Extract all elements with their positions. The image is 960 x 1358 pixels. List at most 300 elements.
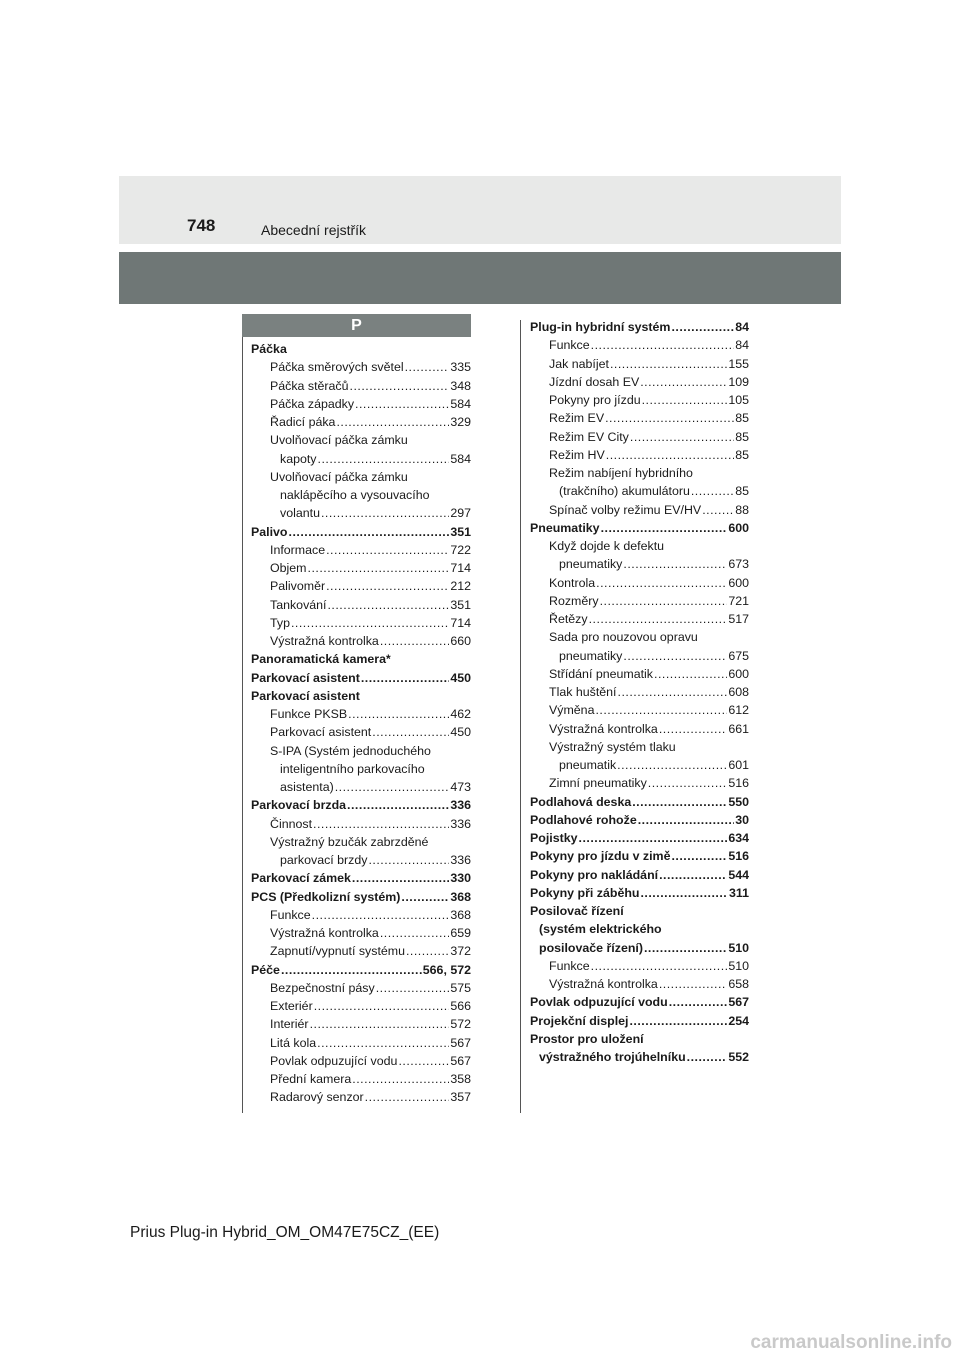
index-entry-term: Podlahová deska	[530, 794, 632, 809]
dot-leader	[376, 979, 450, 997]
index-entry-term: Zimní pneumatiky	[549, 776, 647, 791]
index-entry-page: 572	[450, 1017, 471, 1032]
index-entry-page: 109	[728, 374, 749, 389]
index-entry	[530, 355, 749, 373]
index-entry	[251, 997, 471, 1015]
index-entry-term: (systém elektrického	[539, 922, 662, 937]
index-entry-page: 450	[450, 725, 471, 740]
index-entry	[251, 833, 471, 851]
index-entry-term: Režim nabíjení hybridního	[549, 466, 693, 480]
index-entry	[251, 358, 471, 376]
index-entry-term: Uvolňovací páčka zámku	[270, 433, 408, 448]
index-entry-page: 608	[728, 685, 749, 699]
dot-leader	[326, 577, 449, 595]
index-entry	[251, 796, 471, 814]
index-entry-term: parkovací brzdy	[280, 853, 368, 867]
index-entry	[530, 939, 749, 957]
index-entry-term: inteligentního parkovacího	[280, 761, 425, 776]
index-entry-term: Páčka západky	[270, 396, 355, 411]
dot-leader	[640, 884, 728, 902]
dot-leader	[648, 774, 728, 792]
index-left-column	[251, 340, 471, 1107]
index-entry-term: posilovače řízení)	[539, 940, 643, 955]
index-entry	[251, 742, 471, 760]
index-entry-page: 567	[450, 1035, 471, 1050]
header-band	[119, 176, 841, 244]
index-entry-term: kapoty	[280, 451, 317, 466]
index-entry	[251, 340, 471, 358]
index-entry	[251, 851, 471, 869]
index-entry-term: (trakčního) akumulátoru	[559, 484, 690, 499]
index-entry-page: 329	[450, 415, 471, 429]
index-entry	[251, 669, 471, 687]
index-entry-page: 600	[728, 666, 749, 681]
index-entry-term: pneumatiky	[559, 648, 623, 663]
index-entry-term: Jak nabíjet	[549, 356, 609, 371]
dot-leader	[398, 1052, 449, 1070]
index-entry	[530, 920, 749, 938]
index-entry-page: 297	[450, 506, 471, 521]
index-entry-page: 658	[728, 977, 749, 991]
index-entry-page: 552	[728, 1050, 749, 1064]
index-entry-term: Prostor pro uložení	[530, 1031, 644, 1046]
index-entry	[251, 1052, 471, 1070]
index-entry-term: Střídání pneumatik	[549, 666, 654, 681]
index-entry-term: Funkce PKSB	[270, 707, 348, 721]
index-entry-term: Funkce	[549, 338, 590, 353]
index-entry-page: 368	[450, 889, 471, 904]
index-entry	[251, 450, 471, 468]
index-entry	[251, 1088, 471, 1106]
index-entry-term: volantu	[280, 506, 320, 521]
index-entry	[530, 1048, 749, 1066]
index-entry-page: 336	[450, 853, 471, 867]
index-entry-page: 30	[735, 812, 749, 827]
index-entry	[530, 446, 749, 464]
index-entry	[530, 720, 749, 738]
index-entry	[251, 961, 471, 979]
index-entry	[251, 906, 471, 924]
index-entry	[251, 942, 471, 960]
index-entry-term: Typ	[270, 615, 290, 630]
dot-leader	[317, 1034, 449, 1052]
index-entry-page: 550	[728, 794, 749, 809]
index-entry-page: 330	[450, 871, 471, 886]
index-letter-heading: P	[242, 314, 471, 337]
index-entry-page: 85	[735, 447, 749, 462]
dot-leader	[605, 409, 734, 427]
index-entry-term: Výstražná kontrolka	[549, 977, 658, 991]
index-entry-term: S-IPA (Systém jednoduchého	[270, 743, 431, 758]
index-entry	[530, 464, 749, 482]
index-entry-term: Informace	[270, 542, 326, 557]
index-entry	[251, 596, 471, 614]
dot-leader	[702, 501, 734, 519]
index-entry	[530, 884, 749, 902]
dot-leader	[630, 428, 734, 446]
index-entry	[530, 847, 749, 865]
index-entry	[251, 377, 471, 395]
index-entry	[530, 793, 749, 811]
index-entry-page: 575	[450, 980, 471, 995]
index-entry-term: pneumatiky	[559, 557, 623, 572]
index-entry	[530, 373, 749, 391]
index-entry	[530, 592, 749, 610]
index-entry	[251, 541, 471, 559]
index-entry-term: Řadicí páka	[270, 415, 336, 429]
index-entry-page: 84	[735, 338, 749, 353]
index-entry	[530, 1012, 749, 1030]
index-entry-term: Péče	[251, 962, 280, 977]
index-entry-term: Výstražný systém tlaku	[549, 739, 676, 754]
index-entry-term: Podlahové rohože	[530, 812, 637, 827]
dot-leader	[669, 993, 728, 1011]
index-entry-page: 714	[450, 561, 471, 575]
watermark: carmanualsonline.info	[750, 1332, 952, 1353]
dot-leader	[659, 975, 728, 993]
dot-leader	[589, 610, 728, 628]
index-entry	[251, 815, 471, 833]
index-entry	[251, 1070, 471, 1088]
dot-leader	[629, 1012, 727, 1030]
index-entry	[530, 647, 749, 665]
index-entry-term: Exteriér	[270, 999, 313, 1013]
index-entry-term: Když dojde k defektu	[549, 539, 665, 553]
index-entry-page: 584	[450, 396, 471, 411]
index-entry-page: 85	[735, 484, 749, 499]
dot-leader	[289, 523, 450, 541]
index-entry-term: Pokyny pro jízdu	[549, 393, 641, 407]
index-entry-term: pneumatik	[559, 758, 617, 772]
index-entry-page: 722	[450, 542, 471, 557]
index-entry-page: 335	[450, 360, 471, 375]
index-entry	[251, 431, 471, 449]
index-entry	[251, 888, 471, 906]
dot-leader	[348, 705, 449, 723]
index-entry-term: Parkovací zámek	[251, 871, 351, 886]
index-entry-term: Palivo	[251, 524, 288, 539]
dot-leader	[606, 446, 734, 464]
index-entry-page: 311	[729, 885, 749, 900]
dot-leader	[671, 847, 727, 865]
index-entry-term: Povlak odpuzující vodu	[530, 995, 668, 1010]
index-entry-term: Pokyny pro jízdu v zimě	[530, 849, 671, 864]
index-entry	[530, 482, 749, 500]
dot-leader	[372, 723, 449, 741]
index-entry-term: Bezpečnostní pásy	[270, 980, 375, 995]
dot-leader	[591, 336, 735, 354]
index-entry-term: Litá kola	[270, 1035, 317, 1050]
index-entry-page: 348	[450, 378, 471, 393]
index-entry-term: Plug-in hybridní systém	[530, 320, 671, 334]
index-entry-page: 675	[728, 648, 749, 663]
dot-leader	[687, 1048, 728, 1066]
index-entry-page: 254	[728, 1013, 749, 1028]
index-entry-term: Kontrola	[549, 575, 596, 590]
index-entry-term: Uvolňovací páčka zámku	[270, 469, 408, 484]
dot-leader	[595, 701, 727, 719]
index-entry-page: 544	[728, 867, 749, 882]
index-entry-term: Spínač volby režimu EV/HV	[549, 502, 702, 517]
index-entry	[530, 738, 749, 756]
index-entry-page: 510	[728, 958, 749, 973]
dot-leader	[318, 450, 450, 468]
index-entry-term: Páčka směrových světel	[270, 360, 404, 375]
index-entry-term: asistenta)	[280, 780, 334, 794]
index-entry-page: 336	[450, 798, 471, 813]
index-entry	[530, 555, 749, 573]
index-entry-term: Výstražná kontrolka	[549, 721, 658, 736]
index-entry	[251, 687, 471, 705]
index-entry-page: 351	[450, 597, 471, 612]
index-entry	[530, 774, 749, 792]
dot-leader	[347, 796, 449, 814]
index-entry	[530, 866, 749, 884]
index-entry-term: Rozměry	[549, 593, 599, 608]
index-entry	[251, 869, 471, 887]
index-entry	[251, 632, 471, 650]
index-entry	[251, 723, 471, 741]
dot-leader	[380, 632, 450, 650]
dot-leader	[352, 869, 449, 887]
index-entry: Panoramatická kamera *	[251, 650, 471, 668]
dot-leader	[617, 756, 727, 774]
index-entry-term: Výstražná kontrolka	[270, 634, 379, 648]
index-entry-term: Výměna	[549, 703, 595, 718]
index-entry	[530, 336, 749, 354]
index-entry-term: Řetězy	[549, 612, 588, 626]
dot-leader	[355, 395, 449, 413]
index-entry-page: 673	[728, 557, 749, 572]
dot-leader	[365, 1088, 450, 1106]
index-entry-page: 368	[450, 907, 471, 922]
dot-leader	[352, 1070, 449, 1088]
index-entry-term: Pneumatiky	[530, 520, 600, 535]
index-entry-term: Funkce	[549, 958, 590, 973]
index-entry-term: Pokyny při záběhu	[530, 885, 640, 900]
index-entry-term: Sada pro nouzovou opravu	[549, 630, 698, 645]
index-entry-term: Činnost	[270, 816, 313, 831]
index-entry	[530, 610, 749, 628]
dot-leader	[618, 683, 728, 701]
dot-leader	[308, 559, 450, 577]
index-entry-page: 566	[450, 999, 471, 1013]
index-entry-term: Výstražný bzučák zabrzděné	[270, 834, 429, 849]
dot-leader	[591, 957, 728, 975]
dot-leader	[335, 778, 450, 796]
index-entry-term: Interiér	[270, 1017, 309, 1032]
index-entry-term: Parkovací asistent	[251, 688, 360, 703]
dot-leader	[671, 318, 734, 336]
index-entry-page: 372	[450, 944, 471, 959]
index-entry	[251, 924, 471, 942]
index-entry	[530, 993, 749, 1011]
index-entry-term: Parkovací asistent	[251, 670, 360, 685]
dot-leader	[326, 541, 449, 559]
index-entry-term: Páčka stěračů	[270, 378, 349, 393]
dot-leader	[638, 811, 734, 829]
index-entry-page: 510	[728, 940, 749, 955]
index-entry-term: Tlak huštění	[549, 685, 617, 699]
dot-leader	[596, 574, 727, 592]
index-entry	[530, 665, 749, 683]
index-entry-page: 601	[728, 758, 749, 772]
index-entry-page: 612	[728, 703, 749, 718]
index-entry	[251, 705, 471, 723]
dot-leader	[691, 482, 734, 500]
dot-leader	[314, 997, 450, 1015]
left-column-rule	[242, 337, 243, 1113]
right-column-rule	[520, 320, 521, 1113]
index-entry	[251, 614, 471, 632]
index-entry	[251, 778, 471, 796]
index-entry	[251, 979, 471, 997]
index-entry-term: Jízdní dosah EV	[549, 374, 640, 389]
dot-leader	[321, 504, 449, 522]
index-entry-term: Pokyny pro nakládání	[530, 867, 659, 882]
dot-leader	[623, 555, 727, 573]
index-entry-term: Výstražná kontrolka	[270, 926, 379, 940]
index-entry-page: 450	[450, 670, 471, 685]
index-entry-term: Tankování	[270, 597, 327, 612]
dot-leader	[406, 942, 449, 960]
index-entry	[530, 628, 749, 646]
index-entry-page: 516	[728, 776, 749, 791]
index-entry	[251, 1034, 471, 1052]
index-entry-page: 85	[735, 411, 749, 426]
index-entry	[530, 318, 749, 336]
index-entry-term: Režim EV City	[549, 429, 629, 444]
dot-leader	[601, 519, 728, 537]
dot-leader	[350, 377, 450, 395]
index-entry-term: Parkovací asistent	[270, 725, 372, 740]
index-entry	[251, 395, 471, 413]
index-entry-term: Palivoměr	[270, 579, 326, 594]
index-entry-page: 357	[450, 1090, 471, 1105]
dot-leader	[312, 906, 450, 924]
dot-leader	[310, 1015, 450, 1033]
dot-leader	[642, 391, 728, 409]
index-entry-page: 462	[450, 707, 471, 721]
index-entry-page: 714	[450, 615, 471, 630]
index-entry	[530, 428, 749, 446]
index-entry	[530, 902, 749, 920]
index-entry-page: 661	[728, 721, 749, 736]
dot-leader	[327, 596, 449, 614]
section-title: Abecední rejstřík	[261, 222, 367, 238]
index-entry	[530, 409, 749, 427]
index-entry-page: 517	[728, 612, 749, 626]
index-entry	[530, 701, 749, 719]
index-entry	[530, 957, 749, 975]
index-entry	[251, 504, 471, 522]
dot-leader	[644, 939, 727, 957]
index-entry-page: 351	[450, 524, 471, 539]
index-entry-page: 634	[728, 831, 749, 845]
index-entry	[251, 486, 471, 504]
index-entry	[530, 829, 749, 847]
index-entry	[251, 559, 471, 577]
dot-leader	[659, 720, 728, 738]
dot-leader	[361, 669, 449, 687]
dot-leader	[368, 851, 449, 869]
dot-leader	[600, 592, 728, 610]
index-entry-page: 566, 572	[422, 962, 471, 977]
index-entry	[530, 501, 749, 519]
index-entry-term: Parkovací brzda	[251, 798, 347, 813]
index-entry-term: Funkce	[270, 907, 311, 922]
dot-leader	[291, 614, 449, 632]
index-entry-term: Režim HV	[549, 447, 605, 462]
index-entry-term: Povlak odpuzující vodu	[270, 1053, 398, 1068]
index-entry-term: naklápěcího a vysouvacího	[280, 488, 430, 502]
index-entry-term: Pojistky	[530, 831, 578, 845]
dot-leader	[654, 665, 727, 683]
footer-manual-code: Prius Plug-in Hybrid_OM_OM47E75CZ_(EE)	[130, 1224, 440, 1241]
index-entry-page: 516	[728, 849, 749, 864]
index-entry	[530, 683, 749, 701]
index-entry-page: 105	[728, 393, 749, 407]
index-entry	[251, 468, 471, 486]
index-entry-page: 659	[450, 926, 471, 940]
index-entry-term: Projekční displej	[530, 1013, 629, 1028]
index-entry	[530, 756, 749, 774]
index-entry-term: Objem	[270, 561, 307, 575]
index-entry	[251, 413, 471, 431]
index-entry	[530, 811, 749, 829]
index-entry-term: Radarový senzor	[270, 1090, 364, 1105]
dot-leader	[336, 413, 449, 431]
index-entry	[530, 391, 749, 409]
index-entry-term: Panoramatická kamera	[251, 652, 387, 667]
index-entry-page: 88	[735, 502, 749, 517]
page-number: 748	[187, 216, 216, 235]
index-entry-term: Páčka	[251, 342, 287, 356]
dot-leader	[380, 924, 450, 942]
dot-leader	[640, 373, 727, 391]
dot-leader	[281, 961, 422, 979]
dot-leader	[313, 815, 449, 833]
index-entry-page: 600	[728, 520, 749, 535]
index-entry-page: 567	[450, 1053, 471, 1068]
index-entry	[530, 975, 749, 993]
index-entry-page: 84	[735, 320, 749, 334]
dot-leader	[632, 793, 727, 811]
index-entry-term: PCS (Předkolizní systém)	[251, 889, 401, 904]
index-entry-page: 155	[728, 356, 749, 371]
dot-leader	[610, 355, 727, 373]
index-entry	[251, 577, 471, 595]
dot-leader	[579, 829, 728, 847]
index-entry-term: Režim EV	[549, 411, 605, 426]
index-entry	[530, 537, 749, 555]
index-entry-page: 473	[450, 780, 471, 794]
index-entry-page: 85	[735, 429, 749, 444]
index-entry-term: Posilovač řízení	[530, 904, 624, 918]
dot-leader	[659, 866, 727, 884]
index-entry	[530, 519, 749, 537]
index-entry-page: 600	[728, 575, 749, 590]
index-entry	[530, 1030, 749, 1048]
index-entry	[251, 1015, 471, 1033]
index-entry	[251, 760, 471, 778]
index-entry-page: 212	[450, 579, 471, 594]
index-entry-page: 336	[450, 816, 471, 831]
index-entry-term: výstražného trojúhelníku	[539, 1050, 686, 1064]
index-entry-page: 660	[450, 634, 471, 648]
dot-leader	[623, 647, 727, 665]
dot-leader	[401, 888, 449, 906]
